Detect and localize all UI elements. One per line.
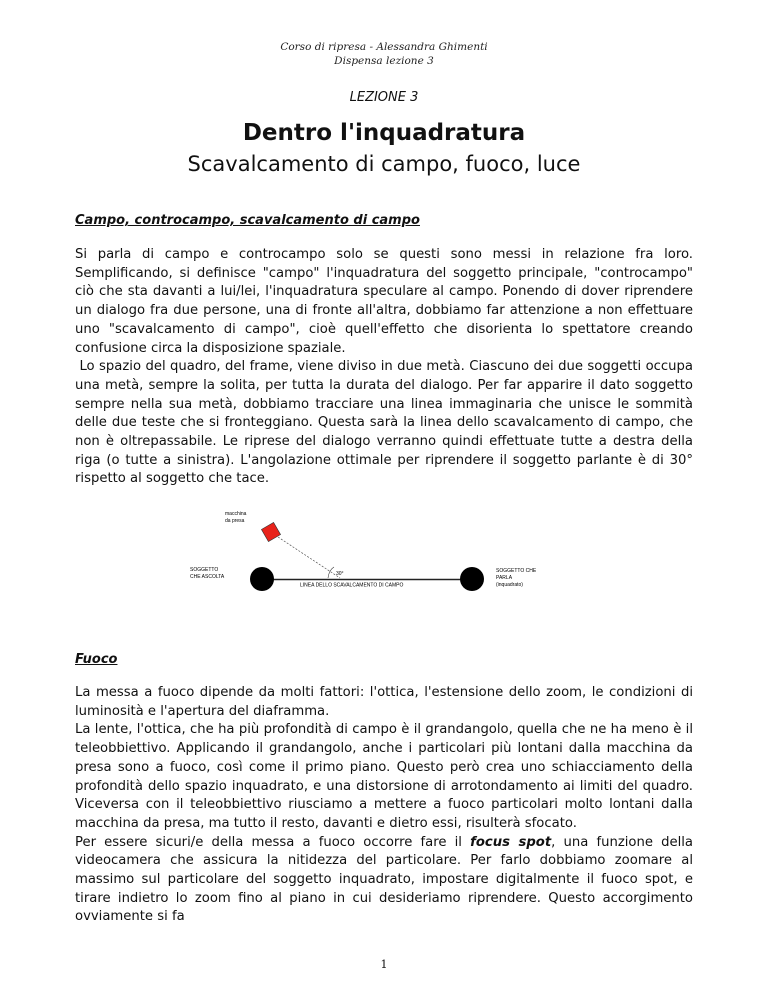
paragraph: Si parla di campo e controcampo solo se questi sono messi in relazione fra loro. Semplificando, si definisce "campo" l'inquadratura del soggetto principale, "controcampo" ciò che sta davanti a lui/lei, l'inquadratura speculare al campo. Ponendo di dover riprendere un dialogo fra due persone, una di fronte all'altra, dobbiamo far attenzione a non effettuare uno "scavalcamento di campo", cioè quell'effetto che disorienta lo spettatore creando confusione circa la disposizione spaziale. — [75, 247, 693, 356]
listening-subject-head — [250, 567, 274, 591]
page-subtitle: Scavalcamento di campo, fuoco, luce — [187, 152, 581, 176]
paragraph-text: , una funzione della videocamera che assicura la nitidezza del particolare. Per farlo dobbiamo zoomare al massimo sul particolare del soggetto inquadrato, impostare digitalmente il fuoco spot, e tirare indietro lo zoom fino al piano in cui desideriamo riprendere. Questo accorgimento ovviamente si fa — [75, 834, 693, 925]
left-subject-label: CHE ASCOLTA — [190, 574, 225, 580]
page-number: 1 — [380, 958, 388, 971]
right-subject-label: (inquadrato) — [496, 582, 523, 588]
paragraph: Lo spazio del quadro, del frame, viene diviso in due metà. Ciascuno dei due soggetti occupa una metà, sempre la solita, per tutta la durata del dialogo. Per far apparire il dato soggetto sempre nella sua metà, dobbiamo tracciare una linea immaginaria che unisce le sommità delle due teste che si fronteggiano. Questa sarà la linea dello scavalcamento di campo, che non è oltrepassabile. Le riprese del dialogo verranno quindi effettuate tutte a destra della riga (o tutte a sinistra). L'angolazione ottimale per riprendere il soggetto parlante è di 30° rispetto al soggetto che tace. — [75, 359, 698, 487]
right-subject-label: SOGGETTO CHE — [496, 568, 537, 574]
scavalcamento-diagram — [190, 505, 580, 597]
camera-label: da presa — [225, 518, 245, 524]
section-heading-fuoco: Fuoco — [75, 652, 118, 667]
camera-label: macchina — [225, 511, 247, 517]
paragraph — [75, 834, 693, 928]
page-header — [0, 40, 768, 68]
right-subject-label: PARLA — [496, 575, 513, 581]
section-campo-body — [75, 246, 698, 489]
page-title: Dentro l'inquadratura — [242, 120, 526, 146]
header-course: Corso di ripresa - Alessandra Ghimenti — [280, 41, 488, 53]
camera-sightline — [278, 537, 340, 578]
line-label: LINEA DELLO SCAVALCAMENTO DI CAMPO — [300, 582, 404, 589]
paragraph: La messa a fuoco dipende da molti fattori: l'ottica, l'estensione dello zoom, le condizioni di luminosità e l'apertura del diaframma. — [75, 685, 693, 719]
header-handout: Dispensa lezione 3 — [334, 55, 434, 67]
camera-icon — [261, 522, 280, 541]
focus-spot-term: focus spot — [470, 834, 552, 850]
section-fuoco-body — [75, 684, 693, 927]
lesson-label: LEZIONE 3 — [349, 90, 419, 105]
angle-arc — [328, 567, 334, 578]
angle-label: 30° — [336, 571, 344, 577]
left-subject-label: SOGGETTO — [190, 567, 219, 573]
paragraph-text: Per essere sicuri/e della messa a fuoco occorre fare il — [75, 834, 471, 850]
speaking-subject-head — [460, 567, 484, 591]
section-heading-campo: Campo, controcampo, scavalcamento di campo — [75, 213, 420, 228]
paragraph: La lente, l'ottica, che ha più profondità di campo è il grandangolo, quella che ne ha meno è il teleobbiettivo. Applicando il grandangolo, anche i particolari più lontani dalla macchina da presa sono a fuoco, così come il primo piano. Questo però crea uno schiacciamento della profondità dello spazio inquadrato, e una distorsione di arrotondamento ai limiti del quadro. Viceversa con il teleobbiettivo riusciamo a mettere a fuoco particolari molto lontani dalla macchina da presa, ma tutto il resto, davanti e dietro essi, risulterà sfocato. — [75, 722, 693, 831]
